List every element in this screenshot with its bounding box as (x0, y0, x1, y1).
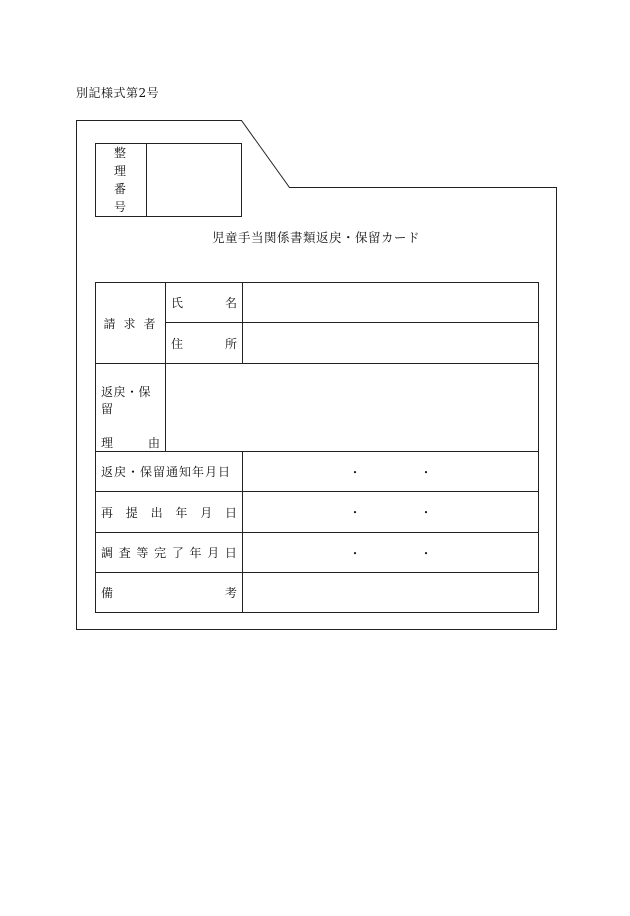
reason-label-line1: 返戻・保留 (101, 385, 152, 416)
investigation-char: 調 (101, 546, 114, 560)
date-separator: ・ (348, 465, 362, 479)
address-label (166, 323, 243, 364)
investigation-char: 月 (207, 546, 220, 560)
notice-date-row (96, 452, 539, 492)
notice-date-field[interactable] (243, 452, 539, 492)
name-field[interactable] (243, 283, 539, 323)
notice-date-label-text: 返戻・保留通知年月日 (101, 465, 232, 479)
investigation-char: 了 (171, 546, 184, 560)
reason-field[interactable] (166, 364, 539, 452)
reason-row (96, 364, 539, 452)
reason-label-a: 理 (101, 436, 114, 450)
investigation-date-field[interactable] (243, 533, 539, 573)
resubmit-char: 出 (150, 505, 163, 520)
investigation-char: 等 (136, 546, 149, 560)
name-label-b: 名 (224, 296, 237, 310)
claimant-label: 請求者 (96, 283, 166, 364)
resubmit-char: 月 (200, 505, 213, 520)
date-separator: ・ (419, 465, 433, 479)
seiri-number-label (96, 144, 147, 217)
investigation-char: 査 (118, 546, 131, 560)
name-row (96, 283, 539, 323)
resubmit-date-label (96, 492, 243, 533)
resubmit-char: 日 (224, 505, 237, 520)
resubmit-date-field[interactable] (243, 492, 539, 533)
card-form-table (95, 282, 539, 613)
seiri-number-field[interactable] (147, 144, 242, 217)
reason-label (96, 364, 166, 452)
form-number: 別記様式第2号 (76, 86, 160, 100)
date-separator: ・ (419, 505, 433, 520)
name-label (166, 283, 243, 323)
investigation-char: 完 (154, 546, 167, 560)
address-label-b: 所 (224, 336, 237, 351)
remarks-label (96, 573, 243, 613)
investigation-char: 年 (189, 546, 202, 560)
notice-date-label (96, 452, 243, 492)
investigation-date-row (96, 533, 539, 573)
remarks-label-a: 備 (101, 586, 114, 600)
card-title: 児童手当関係書類返戻・保留カード (211, 230, 420, 245)
remarks-row (96, 573, 539, 613)
date-separator: ・ (348, 546, 362, 560)
resubmit-char: 提 (125, 505, 138, 520)
investigation-date-label (96, 533, 243, 573)
seiri-label-line1: 整理 (113, 146, 136, 178)
resubmit-char: 年 (175, 505, 188, 520)
resubmit-char: 再 (101, 505, 114, 520)
date-separator: ・ (419, 546, 433, 560)
remarks-label-b: 考 (224, 586, 237, 600)
seiri-number-box (95, 143, 242, 217)
seiri-label-line2: 番号 (113, 182, 136, 214)
remarks-field[interactable] (243, 573, 539, 613)
name-label-a: 氏 (171, 296, 184, 310)
address-field[interactable] (243, 323, 539, 364)
date-separator: ・ (348, 505, 362, 520)
address-label-a: 住 (171, 336, 184, 351)
investigation-char: 日 (224, 546, 237, 560)
reason-label-b: 由 (147, 436, 160, 450)
resubmit-date-row (96, 492, 539, 533)
